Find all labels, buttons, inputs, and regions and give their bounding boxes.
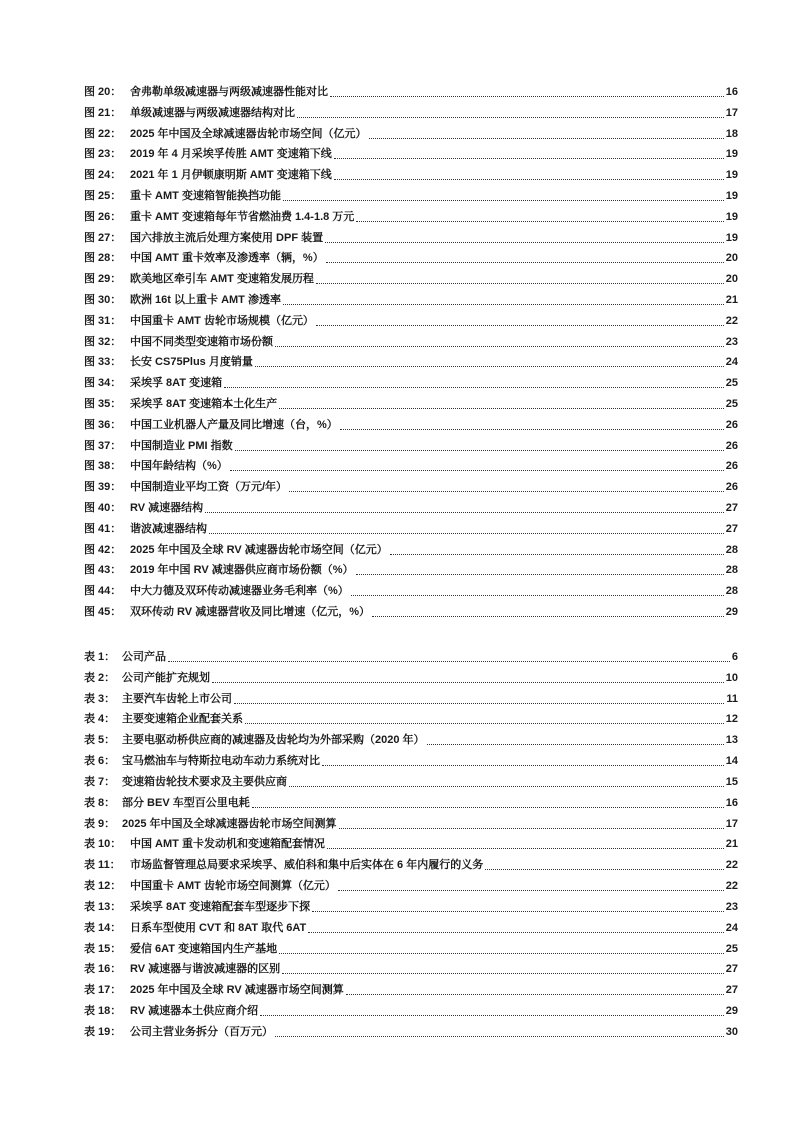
figure-title: 谐波减速器结构 xyxy=(130,522,207,535)
figure-toc-entry[interactable] xyxy=(84,583,738,599)
page-number: 27 xyxy=(725,502,738,514)
figure-number-label: 图 39： xyxy=(84,481,122,494)
figure-toc-entry[interactable] xyxy=(84,126,738,142)
figure-toc-entry[interactable] xyxy=(84,479,738,495)
figure-number-label: 图 20： xyxy=(84,86,122,98)
page-number: 27 xyxy=(725,984,738,997)
table-number-label: 表 11： xyxy=(84,859,121,872)
dot-leader xyxy=(334,157,724,159)
figure-number-label: 图 36： xyxy=(84,418,122,431)
table-number-label: 表 8： xyxy=(84,796,116,809)
page-number: 29 xyxy=(725,1005,738,1018)
figure-toc-entry[interactable] xyxy=(84,84,738,100)
dot-leader xyxy=(369,137,724,139)
dot-leader xyxy=(356,220,723,222)
page-number: 18 xyxy=(725,127,738,140)
page-number: 16 xyxy=(725,796,738,809)
figure-title: 2019 年 4 月采埃孚传胜 AMT 变速箱下线 xyxy=(130,148,332,161)
figure-toc-entry[interactable] xyxy=(84,458,738,474)
table-number-label: 表 13： xyxy=(84,900,122,913)
figure-title: 国六排放主流后处理方案使用 DPF 装置 xyxy=(130,231,324,244)
figure-toc-entry[interactable] xyxy=(84,604,738,620)
figure-number-label: 图 38： xyxy=(84,460,122,473)
page-number: 28 xyxy=(725,585,738,598)
figure-title: 舍弗勒单级减速器与两级减速器性能对比 xyxy=(130,86,328,98)
figure-title: 2019 年中国 RV 减速器供应商市场份额（%） xyxy=(130,564,354,577)
table-title: 变速箱齿轮技术要求及主要供应商 xyxy=(122,775,287,788)
figure-toc-entry[interactable] xyxy=(84,105,738,121)
page-number: 11 xyxy=(726,692,738,705)
figure-title: 采埃孚 8AT 变速箱本土化生产 xyxy=(130,398,278,410)
table-toc-entry[interactable] xyxy=(84,961,738,977)
table-number-label: 表 10： xyxy=(84,838,122,851)
table-toc-entry[interactable] xyxy=(84,857,738,873)
table-title: 爱信 6AT 变速箱国内生产基地 xyxy=(130,942,278,955)
figure-number-label: 图 28： xyxy=(84,252,122,265)
dot-leader xyxy=(245,722,724,724)
table-toc-entry[interactable] xyxy=(84,836,738,852)
dot-leader xyxy=(312,910,724,912)
figure-toc-entry[interactable] xyxy=(84,230,738,246)
dot-leader xyxy=(205,511,724,513)
page-number: 19 xyxy=(725,148,738,161)
figure-number-label: 图 41： xyxy=(84,522,122,535)
page-number: 26 xyxy=(725,481,738,494)
figure-number-label: 图 43： xyxy=(84,564,122,577)
page-number: 24 xyxy=(725,356,738,369)
dot-leader xyxy=(234,702,724,704)
dot-leader xyxy=(212,681,724,683)
dot-leader xyxy=(326,261,724,263)
table-number-label: 表 17： xyxy=(84,984,122,997)
page-number: 28 xyxy=(725,543,738,556)
figure-number-label: 图 42： xyxy=(84,543,122,556)
figure-title: 中国 AMT 重卡效率及渗透率（辆，%） xyxy=(130,252,324,265)
table-number-label: 表 6： xyxy=(84,755,116,768)
page-number: 25 xyxy=(725,398,738,410)
table-number-label: 表 16： xyxy=(84,963,122,976)
dot-leader xyxy=(282,972,724,974)
page-number: 15 xyxy=(725,775,738,788)
page-number: 6 xyxy=(731,651,738,663)
page-number: 21 xyxy=(725,838,738,851)
figure-title: 重卡 AMT 变速箱每年节省燃油费 1.4-1.8 万元 xyxy=(130,210,355,223)
figure-number-label: 图 35： xyxy=(84,398,122,410)
table-toc-entry[interactable] xyxy=(84,1024,738,1040)
table-number-label: 表 9： xyxy=(84,817,116,830)
dot-leader xyxy=(334,178,724,180)
page-number: 23 xyxy=(725,335,738,348)
table-title: RV 减速器与谐波减速器的区别 xyxy=(130,963,281,976)
dot-leader xyxy=(230,469,724,471)
figure-toc-entry[interactable] xyxy=(84,292,738,308)
figure-title: 采埃孚 8AT 变速箱 xyxy=(130,377,223,390)
page-number: 19 xyxy=(725,190,738,202)
page-number: 26 xyxy=(725,418,738,431)
page-number: 17 xyxy=(725,817,738,830)
table-toc-entry[interactable] xyxy=(84,878,738,894)
dot-leader xyxy=(356,573,724,575)
figure-title: 中国工业机器人产量及同比增速（台，%） xyxy=(130,418,338,431)
dot-leader xyxy=(338,889,724,891)
table-title: 日系车型使用 CVT 和 8AT 取代 6AT xyxy=(130,921,307,934)
table-number-label: 表 14： xyxy=(84,921,122,934)
figure-number-label: 图 32： xyxy=(84,335,122,348)
dot-leader xyxy=(339,827,724,829)
dot-leader xyxy=(289,490,724,492)
table-toc-entry[interactable] xyxy=(84,795,738,811)
dot-leader xyxy=(260,1014,724,1016)
table-title: 2025 年中国及全球 RV 减速器市场空间测算 xyxy=(130,984,344,997)
table-title: 主要汽车齿轮上市公司 xyxy=(122,692,232,705)
page-number: 27 xyxy=(725,963,738,976)
dot-leader xyxy=(390,553,724,555)
table-title: 公司产品 xyxy=(122,651,166,663)
table-title: 公司主营业务拆分（百万元） xyxy=(130,1025,273,1038)
dot-leader xyxy=(325,241,724,243)
page-number: 21 xyxy=(725,294,738,306)
figure-toc-entry[interactable] xyxy=(84,354,738,370)
page-number: 25 xyxy=(725,377,738,390)
table-number-label: 表 4： xyxy=(84,713,116,726)
page-number: 10 xyxy=(725,671,738,684)
figure-title: 欧美地区牵引车 AMT 变速箱发展历程 xyxy=(130,273,314,286)
table-title: 2025 年中国及全球减速器齿轮市场空间测算 xyxy=(122,817,337,830)
page-number: 28 xyxy=(725,564,738,577)
figure-title: 2025 年中国及全球 RV 减速器齿轮市场空间（亿元） xyxy=(130,543,388,556)
figure-number-label: 图 26： xyxy=(84,210,122,223)
table-toc-entry[interactable] xyxy=(84,670,738,686)
figure-title: 欧洲 16t 以上重卡 AMT 渗透率 xyxy=(130,294,281,306)
page-number: 12 xyxy=(725,713,738,726)
figure-title: RV 减速器结构 xyxy=(130,502,204,514)
figure-number-label: 图 40： xyxy=(84,502,122,514)
figure-number-label: 图 37： xyxy=(84,439,122,452)
figure-toc-entry[interactable] xyxy=(84,146,738,162)
figure-title: 2025 年中国及全球减速器齿轮市场空间（亿元） xyxy=(130,127,367,140)
dot-leader xyxy=(372,615,724,617)
table-title: 中国 AMT 重卡发动机和变速箱配套情况 xyxy=(130,838,325,851)
figure-title: 中国重卡 AMT 齿轮市场规模（亿元） xyxy=(130,314,314,327)
dot-leader xyxy=(224,386,724,388)
figure-number-label: 图 27： xyxy=(84,231,122,244)
dot-leader xyxy=(340,428,724,430)
dot-leader xyxy=(209,532,724,534)
figure-title: 中国年龄结构（%） xyxy=(130,460,228,473)
figure-number-label: 图 21： xyxy=(84,106,122,119)
figure-toc-entry[interactable] xyxy=(84,250,738,266)
figure-toc-entry[interactable] xyxy=(84,375,738,391)
page-number: 19 xyxy=(725,231,738,244)
table-number-label: 表 3： xyxy=(84,692,116,705)
page-number: 24 xyxy=(725,921,738,934)
figure-toc-entry[interactable] xyxy=(84,521,738,537)
dot-leader xyxy=(427,743,724,745)
table-title: 主要电驱动桥供应商的减速器及齿轮均为外部采购（2020 年） xyxy=(122,734,425,747)
table-number-label: 表 7： xyxy=(84,775,116,788)
table-number-label: 表 18： xyxy=(84,1005,122,1018)
table-title: 主要变速箱企业配套关系 xyxy=(122,713,243,726)
figure-toc-entry[interactable] xyxy=(84,188,738,204)
figure-toc-entry[interactable] xyxy=(84,167,738,183)
page-number: 19 xyxy=(725,210,738,223)
figure-title: 中国制造业平均工资（万元/年） xyxy=(130,481,288,494)
dot-leader xyxy=(330,95,724,97)
figure-toc-entry[interactable] xyxy=(84,417,738,433)
table-toc-entry[interactable] xyxy=(84,711,738,727)
dot-leader xyxy=(168,660,730,662)
figure-number-label: 图 31： xyxy=(84,314,122,327)
figure-number-label: 图 33： xyxy=(84,356,122,369)
page-number: 27 xyxy=(725,522,738,535)
table-title: 中国重卡 AMT 齿轮市场空间测算（亿元） xyxy=(130,880,336,893)
dot-leader xyxy=(255,365,724,367)
table-toc-entry[interactable] xyxy=(84,649,738,665)
dot-leader xyxy=(297,116,724,118)
table-title: 部分 BEV 车型百公里电耗 xyxy=(122,796,250,809)
dot-leader xyxy=(316,282,724,284)
page-number: 23 xyxy=(725,900,738,913)
table-toc-entry[interactable] xyxy=(84,753,738,769)
figure-number-label: 图 29： xyxy=(84,273,122,286)
figure-toc-entry[interactable] xyxy=(84,438,738,454)
figure-toc-entry[interactable] xyxy=(84,334,738,350)
dot-leader xyxy=(275,1035,724,1037)
figure-toc-entry[interactable] xyxy=(84,396,738,412)
page-number: 26 xyxy=(725,460,738,473)
figure-title: 中大力德及双环传动减速器业务毛利率（%） xyxy=(130,585,349,598)
figure-title: 长安 CS75Plus 月度销量 xyxy=(130,356,253,369)
dot-leader xyxy=(322,764,724,766)
table-toc-entry[interactable] xyxy=(84,941,738,957)
dot-leader xyxy=(346,993,724,995)
dot-leader xyxy=(275,345,724,347)
figure-toc-entry[interactable] xyxy=(84,500,738,516)
page-number: 14 xyxy=(725,755,738,768)
figure-toc-entry[interactable] xyxy=(84,209,738,225)
figure-number-label: 图 25： xyxy=(84,190,122,202)
figure-toc-entry[interactable] xyxy=(84,313,738,329)
table-toc-entry[interactable] xyxy=(84,774,738,790)
table-title: 市场监督管理总局要求采埃孚、威伯科和集中后实体在 6 年内履行的义务 xyxy=(130,859,484,872)
figure-title: 中国制造业 PMI 指数 xyxy=(130,439,233,452)
figure-title: 重卡 AMT 变速箱智能换挡功能 xyxy=(130,190,281,202)
page-number: 20 xyxy=(725,273,738,286)
dot-leader xyxy=(327,847,724,849)
figure-toc-entry[interactable] xyxy=(84,562,738,578)
table-number-label: 表 5： xyxy=(84,734,116,747)
page-number: 22 xyxy=(725,859,738,872)
dot-leader xyxy=(235,449,724,451)
page-number: 26 xyxy=(725,439,738,452)
dot-leader xyxy=(283,303,724,305)
table-toc-entry[interactable] xyxy=(84,732,738,748)
dot-leader xyxy=(485,868,724,870)
table-number-label: 表 15： xyxy=(84,942,122,955)
table-number-label: 表 12： xyxy=(84,880,122,893)
figure-title: 2021 年 1 月伊顿康明斯 AMT 变速箱下线 xyxy=(130,169,332,182)
page-number: 13 xyxy=(725,734,738,747)
table-toc-entry[interactable] xyxy=(84,1003,738,1019)
figure-toc-entry[interactable] xyxy=(84,542,738,558)
table-toc-entry[interactable] xyxy=(84,816,738,832)
table-toc-entry[interactable] xyxy=(84,691,738,707)
figure-number-label: 图 45： xyxy=(84,606,122,618)
figure-title: 单级减速器与两级减速器结构对比 xyxy=(130,106,295,119)
table-toc-entry[interactable] xyxy=(84,920,738,936)
page-number: 30 xyxy=(725,1025,738,1038)
table-toc-entry[interactable] xyxy=(84,899,738,915)
figure-number-label: 图 23： xyxy=(84,148,122,161)
dot-leader xyxy=(308,931,724,933)
figure-title: 中国不同类型变速箱市场份额 xyxy=(130,335,273,348)
page-number: 20 xyxy=(725,252,738,265)
dot-leader xyxy=(289,785,724,787)
page-number: 19 xyxy=(725,169,738,182)
figure-number-label: 图 34： xyxy=(84,377,122,390)
table-number-label: 表 19： xyxy=(84,1025,122,1038)
table-toc-entry[interactable] xyxy=(84,982,738,998)
page-number: 17 xyxy=(725,106,738,119)
table-title: 公司产能扩充规划 xyxy=(122,671,210,684)
table-title: 采埃孚 8AT 变速箱配套车型逐步下探 xyxy=(130,900,311,913)
dot-leader xyxy=(316,324,724,326)
figure-number-label: 图 30： xyxy=(84,294,122,306)
figure-number-label: 图 24： xyxy=(84,169,122,182)
page-number: 29 xyxy=(725,606,738,618)
page-number: 22 xyxy=(725,314,738,327)
table-number-label: 表 2： xyxy=(84,671,116,684)
page-number: 25 xyxy=(725,942,738,955)
dot-leader xyxy=(283,199,724,201)
figure-number-label: 图 44： xyxy=(84,585,122,598)
table-title: 宝马燃油车与特斯拉电动车动力系统对比 xyxy=(122,755,320,768)
page-number: 22 xyxy=(725,880,738,893)
dot-leader xyxy=(279,952,724,954)
dot-leader xyxy=(279,407,724,409)
dot-leader xyxy=(351,594,724,596)
table-title: RV 减速器本土供应商介绍 xyxy=(130,1005,259,1018)
page-number: 16 xyxy=(725,86,738,98)
figure-toc-entry[interactable] xyxy=(84,271,738,287)
table-number-label: 表 1： xyxy=(84,651,116,663)
figure-title: 双环传动 RV 减速器营收及同比增速（亿元，%） xyxy=(130,606,370,618)
dot-leader xyxy=(252,806,724,808)
figure-number-label: 图 22： xyxy=(84,127,122,140)
